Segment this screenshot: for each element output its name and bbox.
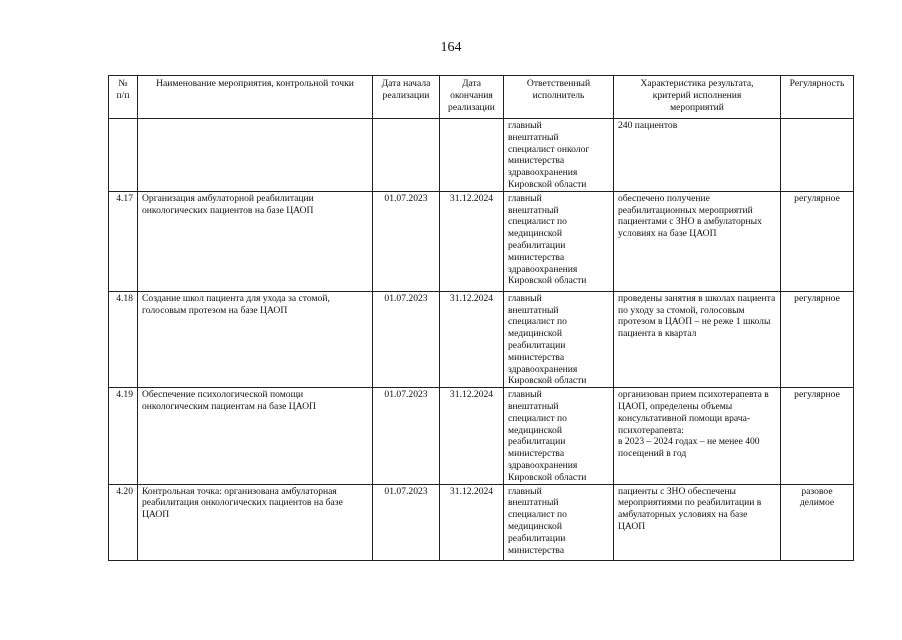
header-start-date: Дата начала реализации [373, 76, 440, 119]
cell-end: 31.12.2024 [440, 388, 504, 484]
header-result: Характеристика результата, критерий исполнения мероприятий [614, 76, 781, 119]
table-row [109, 191, 854, 291]
header-name: Наименование мероприятия, контрольной точки [138, 76, 373, 119]
cell-name [138, 119, 373, 192]
cell-executor: главный внештатный специалист онколог министерства здравоохранения Кировской области [504, 119, 614, 192]
cell-executor: главный внештатный специалист по медицинской реабилитации министерства здравоохранения Кировской области [504, 191, 614, 291]
cell-regularity: разовое делимое [781, 484, 854, 560]
cell-start: 01.07.2023 [373, 388, 440, 484]
cell-regularity: регулярное [781, 191, 854, 291]
cell-number: 4.19 [109, 388, 138, 484]
cell-start [373, 119, 440, 192]
header-end-date: Дата окончания реализации [440, 76, 504, 119]
cell-start: 01.07.2023 [373, 291, 440, 387]
cell-executor: главный внештатный специалист по медицинской реабилитации министерства здравоохранения Кировской области [504, 291, 614, 387]
header-executor: Ответственный исполнитель [504, 76, 614, 119]
cell-result: организован прием психотерапевта в ЦАОП, определены объемы консультативной помощи врача-психотерапевта: в 2023 – 2024 годах – не менее 400 посещений в год [614, 388, 781, 484]
cell-name: Организация амбулаторной реабилитации онкологических пациентов на базе ЦАОП [138, 191, 373, 291]
table-header-row [109, 76, 854, 119]
cell-number: 4.17 [109, 191, 138, 291]
cell-end [440, 119, 504, 192]
cell-number: 4.18 [109, 291, 138, 387]
cell-name: Создание школ пациента для ухода за стомой, голосовым протезом на базе ЦАОП [138, 291, 373, 387]
header-number: № п/п [109, 76, 138, 119]
table-row [109, 291, 854, 387]
page-number: 164 [440, 40, 462, 55]
header-regularity: Регулярность [781, 76, 854, 119]
cell-start: 01.07.2023 [373, 484, 440, 560]
cell-regularity [781, 119, 854, 192]
cell-name: Обеспечение психологической помощи онкологическим пациентам на базе ЦАОП [138, 388, 373, 484]
cell-start: 01.07.2023 [373, 191, 440, 291]
cell-executor: главный внештатный специалист по медицинской реабилитации министерства здравоохранения Кировской области [504, 388, 614, 484]
continuation-row [109, 119, 854, 192]
cell-regularity: регулярное [781, 388, 854, 484]
cell-result: обеспечено получение реабилитационных мероприятий пациентами с ЗНО в амбулаторных условиях на базе ЦАОП [614, 191, 781, 291]
cell-regularity: регулярное [781, 291, 854, 387]
cell-result: проведены занятия в школах пациента по уходу за стомой, голосовым протезом в ЦАОП – не реже 1 школы пациента в квартал [614, 291, 781, 387]
cell-result: пациенты с ЗНО обеспечены мероприятиями по реабилитации в амбулаторных условиях на базе ЦАОП [614, 484, 781, 560]
cell-number [109, 119, 138, 192]
cell-result: 240 пациентов [614, 119, 781, 192]
cell-end: 31.12.2024 [440, 291, 504, 387]
table-row [109, 388, 854, 484]
cell-end: 31.12.2024 [440, 191, 504, 291]
cell-number: 4.20 [109, 484, 138, 560]
table-row [109, 484, 854, 560]
cell-end: 31.12.2024 [440, 484, 504, 560]
cell-name: Контрольная точка: организована амбулаторная реабилитация онкологических пациентов на базе ЦАОП [138, 484, 373, 560]
measures-table [108, 75, 854, 561]
cell-executor: главный внештатный специалист по медицинской реабилитации министерства [504, 484, 614, 560]
